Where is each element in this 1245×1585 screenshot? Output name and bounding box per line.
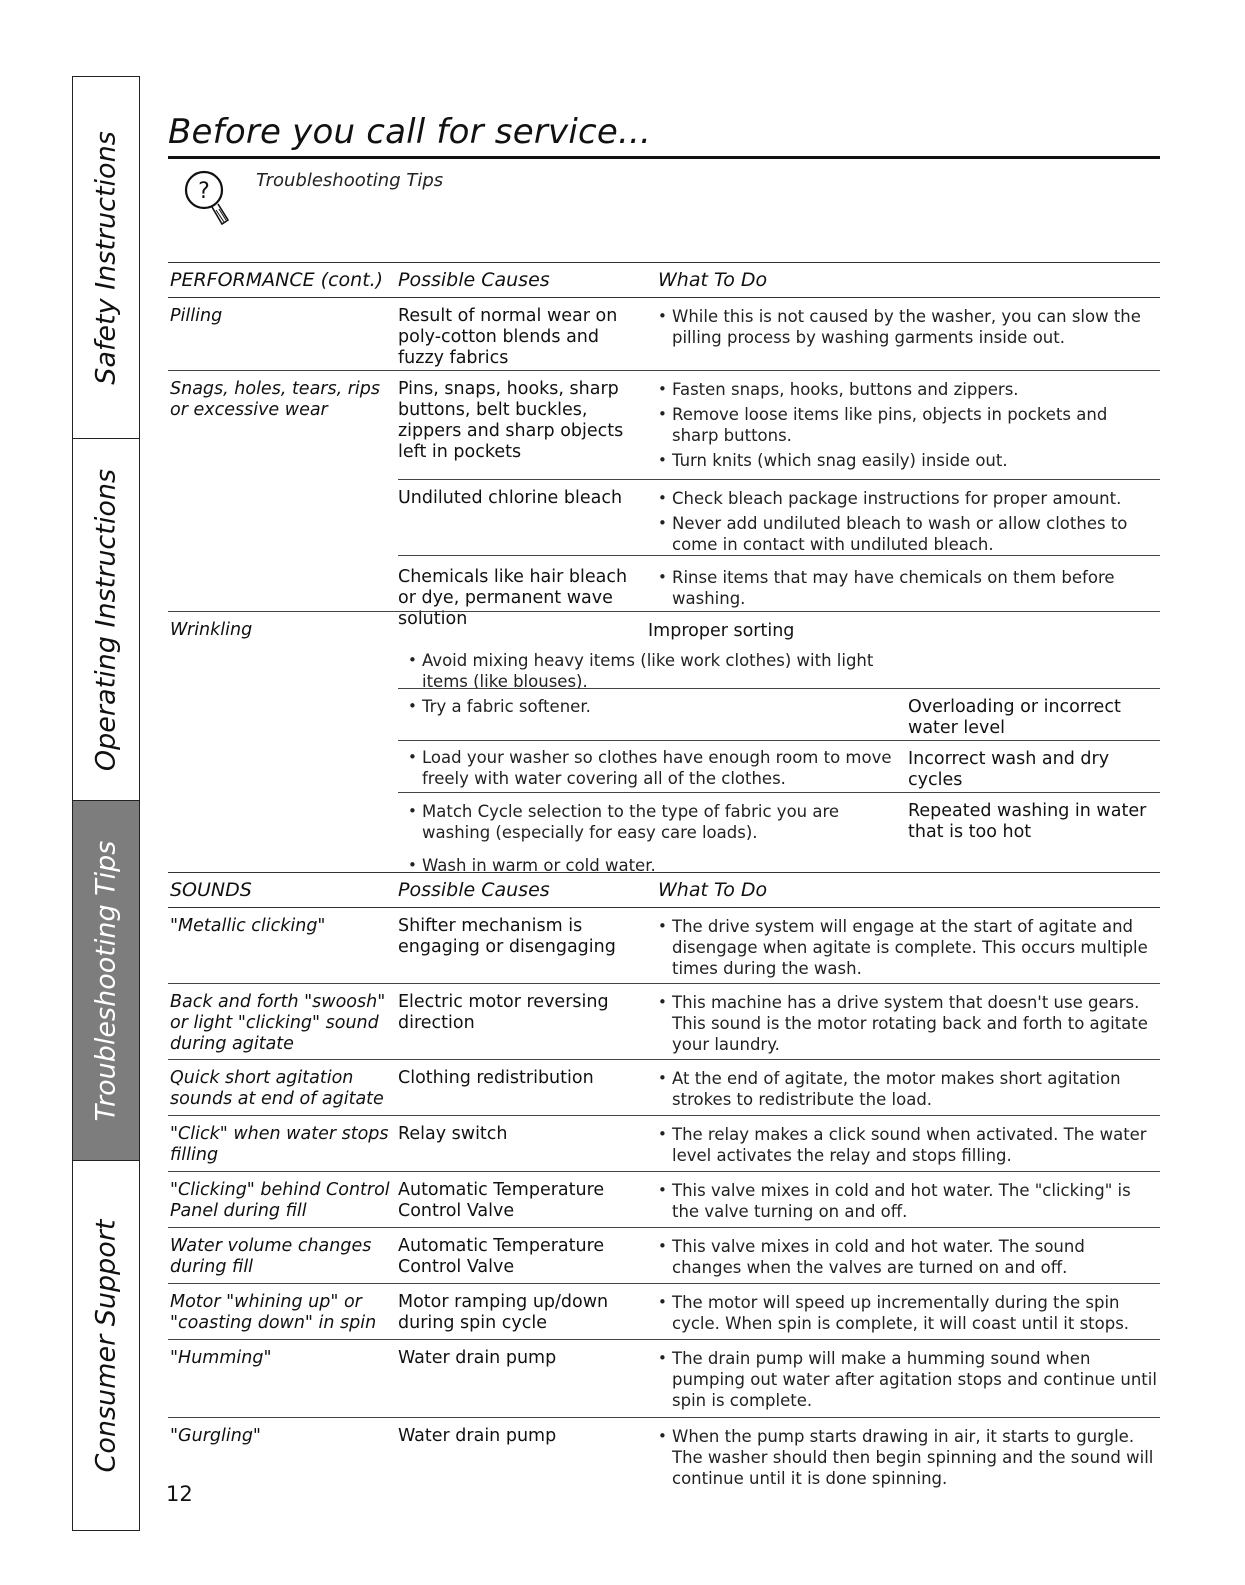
todo-cell	[658, 1340, 1158, 1415]
table-row	[168, 1417, 1160, 1493]
problem-cell: Quick short agitation sounds at end of agitate	[170, 1068, 384, 1109]
todo-cell	[658, 559, 1158, 613]
todo-cell	[658, 1284, 1158, 1338]
cause-block	[398, 1284, 1160, 1339]
list-item: • Try a fabric softener.	[408, 696, 908, 717]
cause-cell: Automatic Temperature Control Valve	[398, 1236, 605, 1277]
table-row	[168, 1171, 1160, 1227]
page-title: Before you call for service...	[168, 112, 651, 152]
table-row	[168, 1283, 1160, 1339]
todo-cell	[658, 1116, 1158, 1170]
list-item: • Check bleach package instructions for proper amount.	[658, 488, 1158, 509]
todo-cell	[658, 1228, 1158, 1282]
todo-cell	[658, 908, 1158, 983]
cause-cell: Overloading or incorrect water level	[908, 697, 1121, 738]
svg-text:?: ?	[198, 179, 210, 204]
list-item: • The motor will speed up incrementally during the spin cycle. When spin is complete, it will coast until it stops.	[658, 1292, 1158, 1334]
cause-cell: Shifter mechanism is engaging or disengaging	[398, 916, 616, 957]
list-item: • Fasten snaps, hooks, buttons and zippers.	[658, 379, 1158, 400]
cause-block	[398, 555, 1160, 629]
table-row	[168, 983, 1160, 1059]
cause-block	[398, 1060, 1160, 1115]
list-item: • When the pump starts drawing in air, it starts to gurgle. The washer should then begin spinning and the sound will continue until it is done spinning.	[658, 1426, 1158, 1489]
cause-cell: Automatic Temperature Control Valve	[398, 1180, 605, 1221]
list-item: • Load your washer so clothes have enough room to move freely with water covering all of the clothes.	[408, 747, 908, 789]
problem-cell: "Gurgling"	[170, 1426, 261, 1446]
problem-cell: Wrinkling	[170, 620, 253, 640]
todo-cell	[658, 480, 1158, 559]
performance-table	[168, 262, 1160, 880]
list-item: • At the end of agitate, the motor makes short agitation strokes to redistribute the load.	[658, 1068, 1158, 1110]
cause-block	[398, 1340, 1160, 1417]
cause-cell: Water drain pump	[398, 1426, 557, 1446]
tab-label: Troubleshooting Tips	[90, 840, 122, 1121]
table-row	[168, 1227, 1160, 1283]
cause-cell: Clothing redistribution	[398, 1068, 594, 1088]
header-problem: PERFORMANCE (cont.)	[170, 269, 384, 291]
cause-block	[398, 984, 1160, 1059]
list-item: • The drain pump will make a humming sound when pumping out water after agitation stops and continue until spin is complete.	[658, 1348, 1158, 1411]
table-header-row	[168, 262, 1160, 298]
problem-cell: Snags, holes, tears, rips or excessive wear	[170, 379, 381, 420]
header-problem: SOUNDS	[170, 879, 252, 901]
tab-safety-instructions[interactable]	[73, 77, 139, 439]
header-what-to-do: What To Do	[658, 879, 768, 901]
list-item: • The drive system will engage at the start of agitate and disengage when agitate is complete. This occurs multiple times during the wash.	[658, 916, 1158, 979]
list-item: • This valve mixes in cold and hot water. The sound changes when the valves are turned on and off.	[658, 1236, 1158, 1278]
cause-block	[398, 1418, 1160, 1493]
list-item: • This machine has a drive system that doesn't use gears. This sound is the motor rotating back and forth to agitate your laundry.	[658, 992, 1158, 1055]
todo-cell	[658, 1418, 1158, 1493]
cause-cell: Improper sorting	[648, 621, 795, 641]
table-row	[168, 370, 1160, 629]
tab-label: Consumer Support	[90, 1219, 122, 1472]
todo-cell	[658, 1060, 1158, 1114]
cause-block	[398, 479, 1160, 555]
cause-block	[398, 1172, 1160, 1227]
cause-block	[398, 1228, 1160, 1283]
tab-label: Operating Instructions	[90, 468, 122, 771]
sounds-table	[168, 872, 1160, 1493]
list-item: • Rinse items that may have chemicals on them before washing.	[658, 567, 1158, 609]
todo-cell	[658, 1172, 1158, 1226]
problem-cell: Pilling	[170, 306, 223, 326]
cause-cell: Pins, snaps, hooks, sharp buttons, belt buckles, zippers and sharp objects left in pockets	[398, 379, 624, 462]
list-item: • This valve mixes in cold and hot water. The "clicking" is the valve turning on and off.	[658, 1180, 1158, 1222]
table-row	[168, 611, 1160, 875]
list-item: • Match Cycle selection to the type of fabric you are washing (especially for easy care loads).	[408, 801, 908, 843]
cause-cell: Electric motor reversing direction	[398, 992, 609, 1033]
tab-label: Safety Instructions	[90, 130, 122, 385]
todo-cell	[658, 298, 1158, 352]
problem-cell: Water volume changes during fill	[170, 1236, 372, 1277]
tab-operating-instructions[interactable]	[73, 439, 139, 801]
page-number: 12	[166, 1482, 193, 1506]
problem-cell: Motor "whining up" or "coasting down" in spin	[170, 1292, 377, 1333]
cause-cell: Undiluted chlorine bleach	[398, 488, 623, 508]
table-row	[168, 1059, 1160, 1115]
cause-cell: Repeated washing in water that is too hot	[908, 801, 1147, 842]
list-item: • Remove loose items like pins, objects in pockets and sharp buttons.	[658, 404, 1158, 446]
section-sidebar	[72, 76, 140, 1531]
cause-block	[398, 298, 1160, 370]
problem-cell: "Metallic clicking"	[170, 916, 326, 936]
problem-cell: "Humming"	[170, 1348, 272, 1368]
tab-troubleshooting-tips[interactable]	[73, 801, 139, 1161]
list-item: • Never add undiluted bleach to wash or allow clothes to come in contact with undiluted bleach.	[658, 513, 1158, 555]
title-rule	[168, 156, 1160, 159]
list-item: • The relay makes a click sound when activated. The water level activates the relay and stops filling.	[658, 1124, 1158, 1166]
header-causes: Possible Causes	[398, 269, 550, 291]
table-header-row	[168, 872, 1160, 908]
tab-consumer-support[interactable]	[73, 1161, 139, 1530]
problem-cell: Back and forth "swoosh" or light "clicking" sound during agitate	[170, 992, 386, 1054]
list-item: • Wash in warm or cold water.	[408, 855, 908, 876]
cause-block	[398, 908, 1160, 983]
cause-cell: Chemicals like hair bleach or dye, permanent wave solution	[398, 567, 628, 629]
cause-block	[398, 1116, 1160, 1171]
problem-cell: "Clicking" behind Control Panel during fill	[170, 1180, 390, 1221]
cause-cell: Relay switch	[398, 1124, 508, 1144]
cause-block	[398, 371, 1160, 479]
table-row	[168, 298, 1160, 370]
table-row	[168, 1339, 1160, 1417]
cause-cell: Result of normal wear on poly-cotton blends and fuzzy fabrics	[398, 306, 618, 368]
todo-cell	[658, 371, 1158, 475]
list-item: • Turn knits (which snag easily) inside out.	[658, 450, 1158, 471]
subtitle: Troubleshooting Tips	[256, 170, 444, 191]
cause-block	[398, 612, 1160, 716]
header-what-to-do: What To Do	[658, 269, 768, 291]
todo-cell	[658, 984, 1158, 1059]
cause-cell: Water drain pump	[398, 1348, 557, 1368]
cause-cell: Incorrect wash and dry cycles	[908, 749, 1110, 790]
list-item: • Avoid mixing heavy items (like work clothes) with light items (like blouses).	[408, 650, 908, 692]
table-row	[168, 1115, 1160, 1171]
cause-block	[398, 792, 1160, 875]
header-causes: Possible Causes	[398, 879, 550, 901]
cause-cell: Motor ramping up/down during spin cycle	[398, 1292, 609, 1333]
list-item: • While this is not caused by the washer, you can slow the pilling process by washing garments inside out.	[658, 306, 1158, 348]
problem-cell: "Click" when water stops filling	[170, 1124, 389, 1165]
table-row	[168, 908, 1160, 983]
